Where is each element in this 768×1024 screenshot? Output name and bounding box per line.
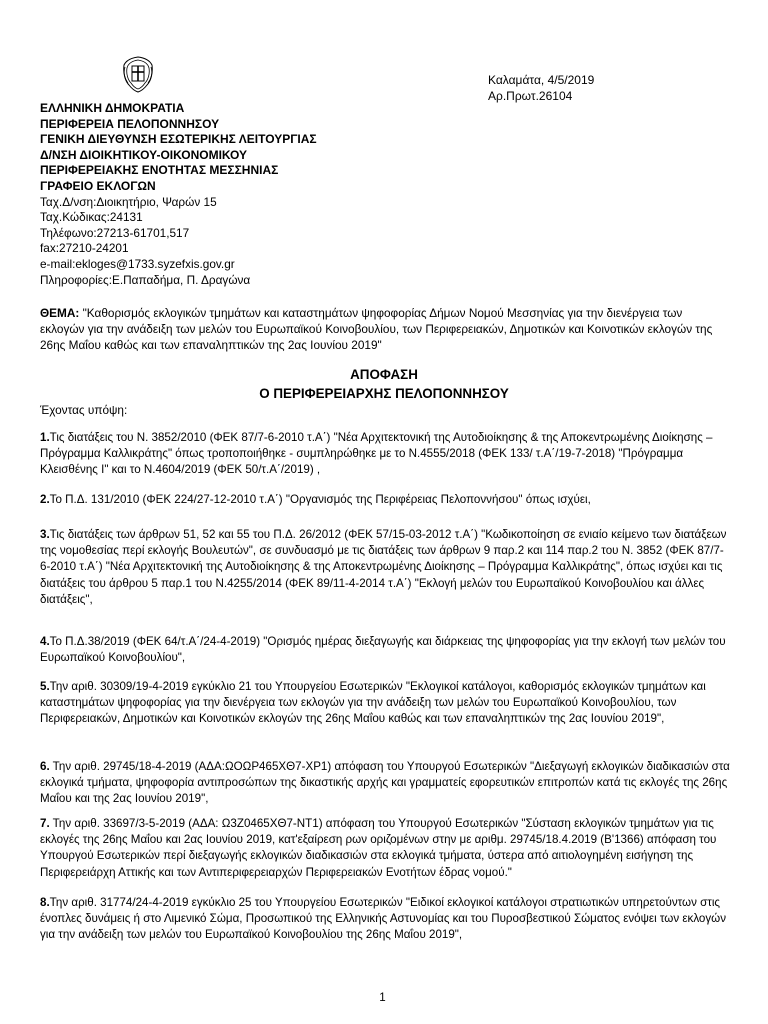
- contact-fax: fax:27210-24201: [40, 241, 129, 256]
- clause-7: [40, 816, 730, 881]
- decision-title: ΑΠΟΦΑΣΗ: [350, 367, 418, 382]
- org-line: ΓΕΝΙΚΗ ΔΙΕΥΘΥΝΣΗ ΕΣΩΤΕΡΙΚΗΣ ΛΕΙΤΟΥΡΓΙΑΣ: [40, 132, 317, 147]
- clause-number: 2.: [40, 493, 50, 506]
- protocol-number: Αρ.Πρωτ.26104: [488, 89, 573, 103]
- date-line: Καλαμάτα, 4/5/2019: [488, 73, 595, 87]
- clause-text: Την αριθ. 31774/24-4-2019 εγκύκλιο 25 του Υπουργείου Εσωτερικών "Ειδικοί εκλογικοί κατάλογοι στρατιωτικών υπηρετούντων στις ένοπλες δυνάμεις ή στο Λιμενικό Σώμα, Προσωπικού της Ελληνικής Αστυνομίας και του Πυροσβεστικού Σώματος ενόψει των εκλογών για την ανάδειξη των μελών του Ευρωπαϊκού Κοινοβουλίου της 26ης Μαΐου 2019",: [40, 896, 727, 942]
- date-block: [488, 72, 594, 104]
- clause-number: 8.: [40, 896, 50, 909]
- decision-heading: [0, 366, 768, 403]
- org-line: Δ/ΝΣΗ ΔΙΟΙΚΗΤΙΚΟΥ-ΟΙΚΟΝΟΜΙΚΟΥ: [40, 147, 248, 162]
- clause-text: Την αριθ. 29745/18-4-2019 (ΑΔΑ:ΩΟΩΡ465ΧΘ7-ΧΡ1) απόφαση του Υπουργού Εσωτερικών "Διεξαγωγή εκλογικών διαδικασιών στα εκλογικά τμήματα, ψηφοφορία αντιπροσώπων της δικαστικής αρχής και γραμματείς εφορευτικών επιτροπών κατά τις εκλογές της 26ης Μαΐου και της 2ας Ιουνίου 2019",: [40, 760, 730, 806]
- clause-number: 4.: [40, 635, 50, 648]
- contact-postcode: Ταχ.Κώδικας:24131: [40, 210, 143, 225]
- clause-text: Την αριθ. 33697/3-5-2019 (ΑΔΑ: Ω3Ζ0465ΧΘ7-ΝΤ1) απόφαση του Υπουργού Εσωτερικών "Σύσταση εκλογικών τμημάτων για τις εκλογές της 26ης Μαΐου και 2ας Ιουνίου 2019, κατ'εξαίρεση ρων οριζομένων στην με αριθμ. 29745/18.4.2019 (Β'1366) απόφαση του Υπουργού Εσωτερικών περί διεξαγωγής εκλογικών διαδικασιών στα εκλογικά τμήματα, ύστερα από αιτιολογημένη εισήγηση της Περιφερειάρχη Αττικής και των Αντιπεριφερειαρχών Περιφερειακών Ενοτήτων έδρας νομού.": [40, 817, 717, 879]
- clause-number: 5.: [40, 680, 50, 693]
- contact-email: e-mail:ekloges@1733.syzefxis.gov.gr: [40, 256, 235, 271]
- subject: [40, 305, 730, 354]
- subject-text: "Καθορισμός εκλογικών τμημάτων και καταστημάτων ψηφοφορίας Δήμων Νομού Μεσσηνίας για την διενέργεια των εκλογών για την ανάδειξη των μελών του Ευρωπαϊκού Κοινοβουλίου, των Περιφερειακών, Δημοτικών και Κοινοτικών εκλογών της 26ης Μαΐου καθώς και των επαναληπτικών της 2ας Ιουνίου 2019": [40, 306, 713, 353]
- clause-6: [40, 759, 730, 808]
- contact-address: Ταχ.Δ/νση:Διοικητήριο, Ψαρών 15: [40, 194, 217, 209]
- decision-subtitle: Ο ΠΕΡΙΦΕΡΕΙΑΡΧΗΣ ΠΕΛΟΠΟΝΝΗΣΟΥ: [259, 385, 509, 401]
- clause-text: Την αριθ. 30309/19-4-2019 εγκύκλιο 21 του Υπουργείου Εσωτερικών "Εκλογικοί κατάλογοι, καθορισμός εκλογικών τμημάτων και καταστημάτων ψηφοφορίας για την διενέργεια των εκλογών για την ανάδειξη των μελών του Ευρωπαϊκού Κοινοβουλίου, των Περιφερειακών, Δημοτικών και Κοινοτικών εκλογών της 26ης Μαΐου καθώς και των επαναληπτικών της 2ας Ιουνίου 2019",: [40, 680, 706, 726]
- subject-label: ΘΕΜΑ:: [40, 306, 80, 320]
- clause-5: [40, 679, 730, 728]
- considering-label: Έχοντας υπόψη:: [40, 403, 128, 417]
- contact-phone: Τηλέφωνο:27213-61701,517: [40, 225, 190, 240]
- contact-info: Πληροφορίες:Ε.Παπαδήμα, Π. Δραγώνα: [40, 272, 251, 287]
- clause-8: [40, 895, 730, 944]
- clause-number: 3.: [40, 528, 50, 541]
- greek-coat-of-arms-icon: [120, 55, 156, 93]
- org-line: ΠΕΡΙΦΕΡΕΙΑΚΗΣ ΕΝΟΤΗΤΑΣ ΜΕΣΣΗΝΙΑΣ: [40, 163, 279, 178]
- sender-block: [40, 101, 317, 288]
- clause-number: 6.: [40, 760, 50, 773]
- clause-text: Τις διατάξεις των άρθρων 51, 52 και 55 του Π.Δ. 26/2012 (ΦΕΚ 57/15-03-2012 τ.Α΄) "Κωδικοποίηση σε ενιαίο κείμενο των διατάξεων της νομοθεσίας περί εκλογής Βουλευτών", σε συνδυασμό με τις διατάξεις των άρθρων 9 παρ.2 και 114 παρ.2 του Ν. 3852 (ΦΕΚ 87/7-6-2010 τ.Α΄) "Νέα Αρχιτεκτονική της Αυτοδιοίκησης & της Αποκεντρωμένης Διοίκησης – Πρόγραμμα Καλλικράτης", όπως ισχύει και τις διατάξεις του άρθρου 5 παρ.1 του Ν.4255/2014 (ΦΕΚ 89/11-4-2014 τ.Α΄) "Εκλογή μελών του Ευρωπαϊκού Κοινοβουλίου και άλλες διατάξεις",: [40, 528, 727, 606]
- org-line: ΠΕΡΙΦΕΡΕΙΑ ΠΕΛΟΠΟΝΝΗΣΟΥ: [40, 116, 220, 131]
- clause-number: 7.: [40, 817, 50, 830]
- page-number: 1: [379, 991, 386, 1004]
- clause-text: Το Π.Δ. 131/2010 (ΦΕΚ 224/27-12-2010 τ.Α΄) "Οργανισμός της Περιφέρειας Πελοποννήσου" όπως ισχύει,: [49, 493, 591, 506]
- clause-text: Τις διατάξεις του Ν. 3852/2010 (ΦΕΚ 87/7-6-2010 τ.Α΄) "Νέα Αρχιτεκτονική της Αυτοδιοίκησης & της Αποκεντρωμένης Διοίκησης – Πρόγραμμα Καλλικράτης" όπως τροποποιήθηκε - συμπληρώθηκε με το Ν.4555/2018 (ΦΕΚ 133/ τ.Α΄/19-7-2018) "Πρόγραμμα Κλεισθένης Ι" και το Ν.4604/2019 (ΦΕΚ 50/τ.Α΄/2019) ,: [40, 431, 713, 477]
- clause-number: 1.: [40, 431, 50, 444]
- clause-text: Το Π.Δ.38/2019 (ΦΕΚ 64/τ.Α΄/24-4-2019) "Ορισμός ημέρας διεξαγωγής και διάρκειας της ψηφοφορίας για την εκλογή των μελών του Ευρωπαϊκού Κοινοβουλίου",: [40, 635, 726, 665]
- org-line: ΕΛΛΗΝΙΚΗ ΔΗΜΟΚΡΑΤΙΑ: [40, 101, 185, 115]
- clause-2: [40, 492, 730, 508]
- clause-1: [40, 430, 730, 479]
- clause-4: [40, 634, 730, 666]
- org-line: ΓΡΑΦΕΙΟ ΕΚΛΟΓΩΝ: [40, 178, 156, 193]
- clause-3: [40, 527, 730, 608]
